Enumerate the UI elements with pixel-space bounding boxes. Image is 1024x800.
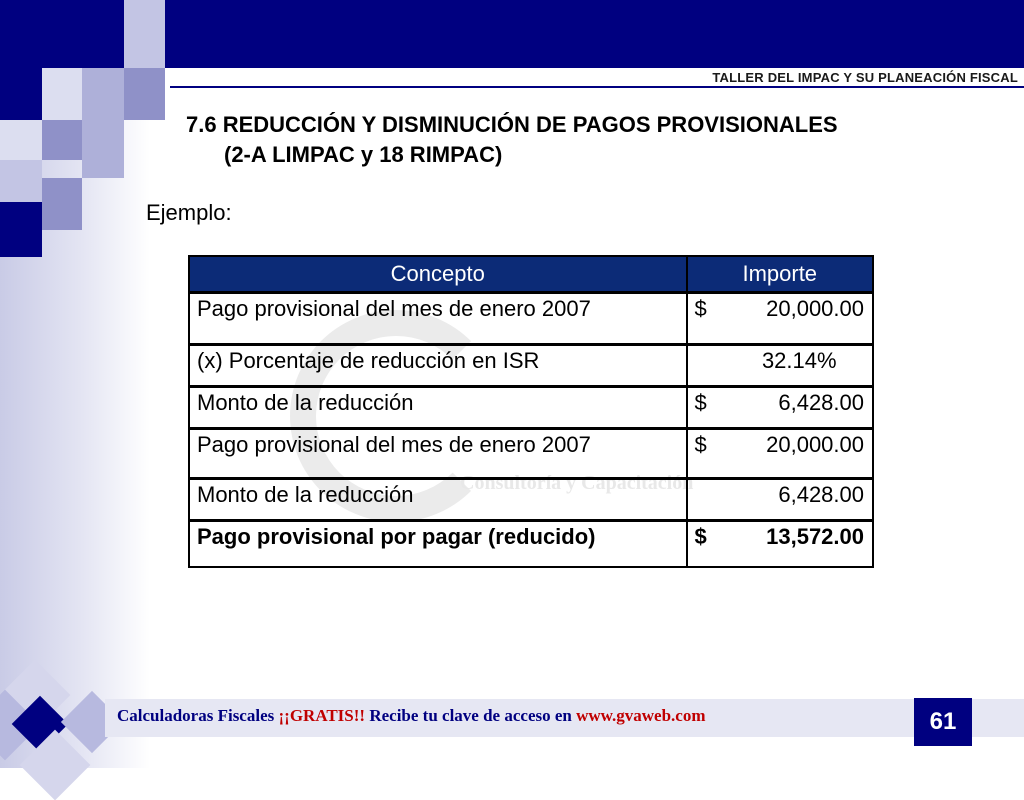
concept-cell — [189, 345, 687, 387]
header-rule — [170, 86, 1024, 88]
amount-value: 20,000.00 — [766, 432, 864, 457]
currency-sign: $ — [694, 390, 707, 415]
amount-value: 20,000.00 — [766, 296, 864, 321]
table-row — [189, 479, 873, 521]
concept-text: Monto de la reducción — [197, 482, 414, 507]
amount-cell — [687, 293, 873, 345]
currency-sign: $ — [694, 296, 707, 321]
concept-cell — [189, 521, 687, 567]
deco-square — [124, 68, 165, 120]
currency-sign: $ — [694, 432, 707, 457]
footer-text-part1: Calculadoras Fiscales — [117, 706, 279, 725]
amount-value: 13,572.00 — [766, 524, 864, 549]
concept-text: Pago provisional del mes de enero 2007 — [197, 296, 591, 321]
column-header-importe: Importe — [687, 256, 873, 293]
table-row — [189, 345, 873, 387]
deco-square — [82, 68, 124, 120]
deco-square — [82, 120, 124, 178]
currency-sign: $ — [694, 524, 707, 549]
footer-text-part2: Recibe tu clave de acceso en — [365, 706, 577, 725]
concept-cell — [189, 293, 687, 345]
footer-promo — [117, 706, 706, 726]
table-header-row — [189, 256, 873, 293]
concept-cell — [189, 387, 687, 429]
amount-cell — [687, 521, 873, 567]
slide-title-line1: 7.6 REDUCCIÓN Y DISMINUCIÓN DE PAGOS PROVISIONALES — [186, 112, 838, 137]
concept-text: (x) Porcentaje de reducción en ISR — [197, 348, 540, 373]
deco-square — [0, 120, 42, 160]
deco-square — [82, 0, 124, 68]
deco-square — [42, 0, 82, 68]
amount-cell — [687, 479, 873, 521]
amount-cell — [687, 345, 873, 387]
example-label: Ejemplo: — [146, 200, 232, 225]
concept-cell — [189, 429, 687, 479]
table-row — [189, 429, 873, 479]
deco-square — [124, 0, 165, 68]
concept-text: Pago provisional por pagar (reducido) — [197, 524, 596, 549]
deco-square — [0, 160, 42, 202]
amount-cell — [687, 429, 873, 479]
page-number: 61 — [914, 698, 972, 746]
deco-square — [0, 202, 42, 257]
deco-square — [42, 120, 82, 160]
footer-gratis: ¡¡GRATIS!! — [278, 706, 366, 725]
footer-link[interactable]: www.gvaweb.com — [576, 706, 706, 725]
slide-title — [186, 110, 838, 170]
amount-value: 6,428.00 — [778, 482, 864, 507]
calculation-table — [188, 255, 874, 568]
concept-cell — [189, 479, 687, 521]
table-row-total — [189, 521, 873, 567]
table-row — [189, 387, 873, 429]
amount-value: 6,428.00 — [778, 390, 864, 415]
slide-title-line2: (2-A LIMPAC y 18 RIMPAC) — [224, 142, 503, 167]
watermark-text: Consultoría y Capacitación — [460, 472, 694, 494]
concept-text: Pago provisional del mes de enero 2007 — [197, 432, 591, 457]
course-title: TALLER DEL IMPAC Y SU PLANEACIÓN FISCAL — [712, 70, 1018, 85]
deco-square — [0, 68, 42, 120]
table-row — [189, 293, 873, 345]
deco-square — [42, 68, 82, 120]
deco-square — [0, 0, 42, 68]
concept-text: Monto de la reducción — [197, 390, 414, 415]
deco-square — [42, 178, 82, 230]
amount-value: 32.14% — [761, 348, 837, 373]
top-banner — [165, 0, 1024, 68]
column-header-concepto: Concepto — [189, 256, 687, 293]
amount-cell — [687, 387, 873, 429]
